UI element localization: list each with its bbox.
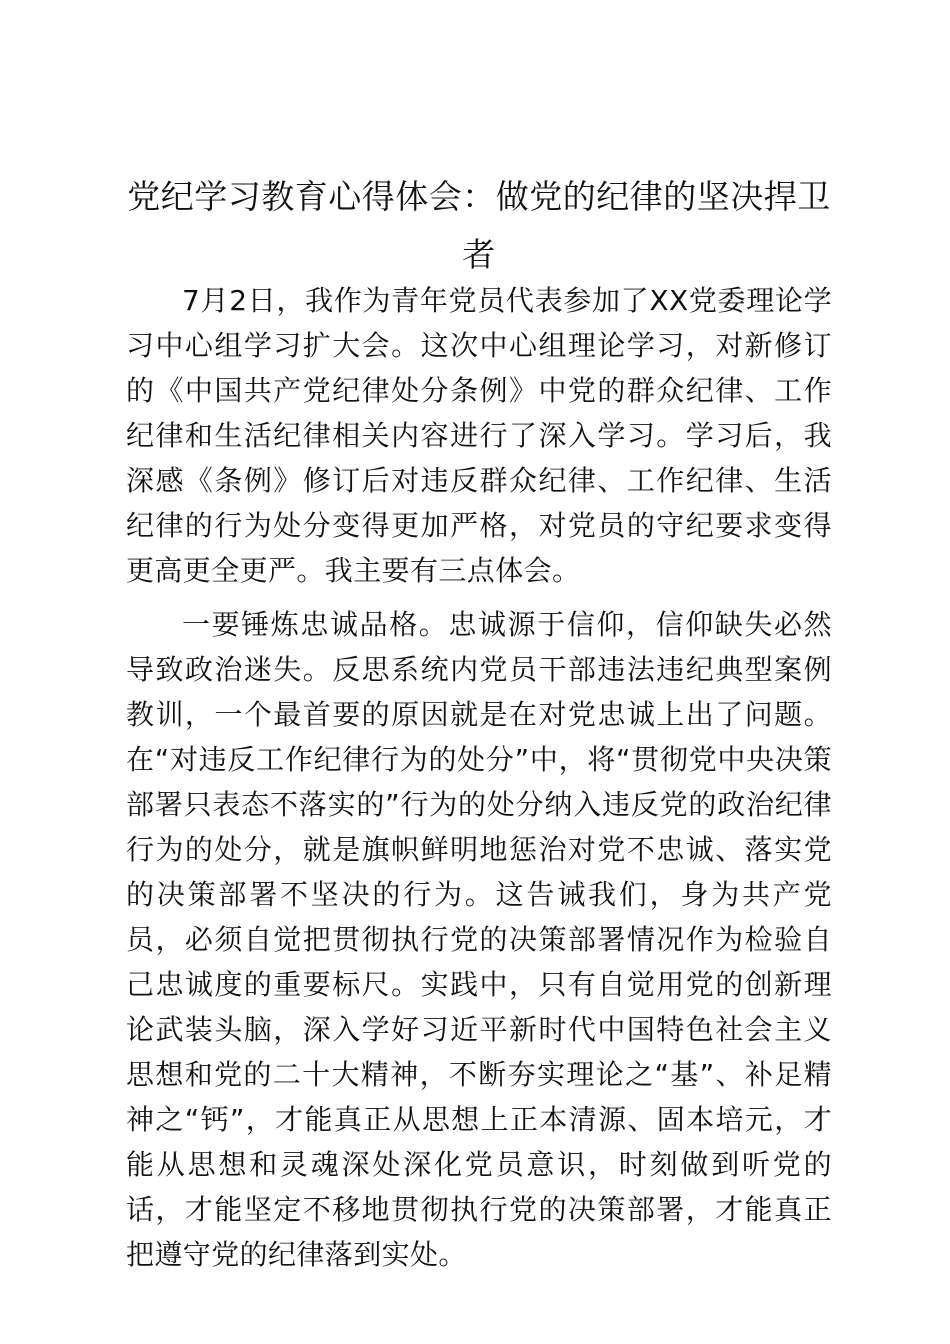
paragraph-intro: 7月2日，我作为青年党员代表参加了XX党委理论学习中心组学习扩大会。这次中心组理论学习，对新修订的《中国共产党纪律处分条例》中党的群众纪律、工作纪律和生活纪律相关内容进行了深入学习。学习后，我深感《条例》修订后对违反群众纪律、工作纪律、生活纪律的行为处分变得更加严格，对党员的守纪要求变得更高更全更严。我主要有三点体会。 xyxy=(126,284,832,587)
document-title: 党纪学习教育心得体会：做党的纪律的坚决捍卫者 xyxy=(127,177,831,274)
document-content xyxy=(126,168,832,1277)
paragraph-loyalty: 一要锤炼忠诚品格。忠诚源于信仰，信仰缺失必然导致政治迷失。反思系统内党员干部违法违纪典型案例教训，一个最首要的原因就是在对党忠诚上出了问题。在“对违反工作纪律行为的处分”中，将“贯彻党中央决策部署只表态不落实的”行为的处分纳入违反党的政治纪律行为的处分，就是旗帜鲜明地惩治对党不忠诚、落实党的决策部署不坚决的行为。这告诫我们，身为共产党员，必须自觉把贯彻执行党的决策部署情况作为检验自己忠诚度的重要标尺。实践中，只有自觉用党的创新理论武装头脑，深入学好习近平新时代中国特色社会主义思想和党的二十大精神，不断夯实理论之“基”、补足精神之“钙”，才能真正从思想上正本清源、固本培元，才能从思想和灵魂深处深化党员意识，时刻做到听党的话，才能坚定不移地贯彻执行党的决策部署，才能真正把遵守党的纪律落到实处。 xyxy=(126,608,832,1271)
